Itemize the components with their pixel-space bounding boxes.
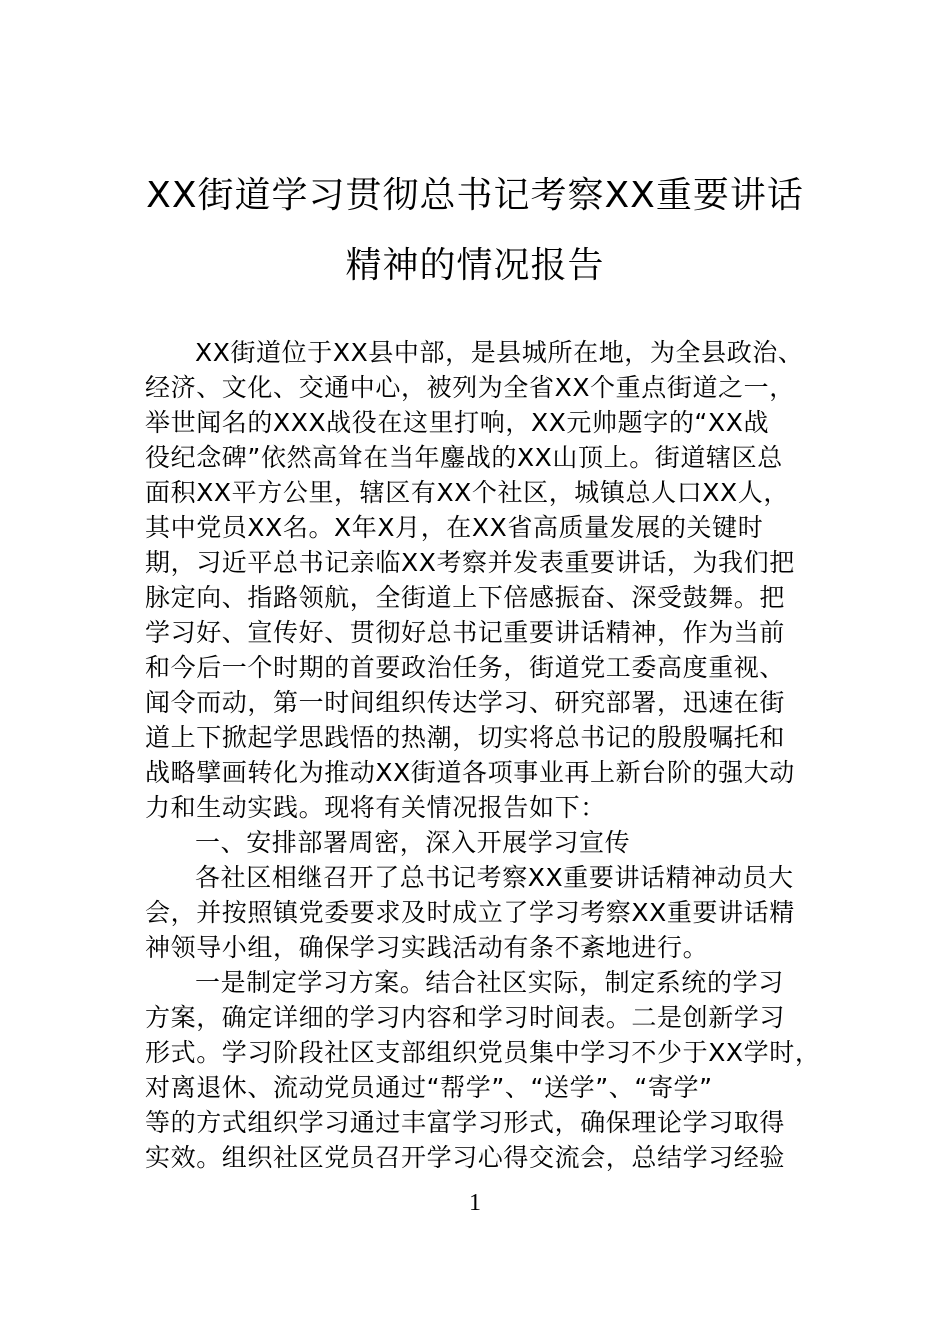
body-line: 举世闻名的XXX战役在这里打响，XX元帅题字的“XX战 bbox=[145, 408, 770, 437]
body-line: 和今后一个时期的首要政治任务，街道党工委高度重视、 bbox=[145, 653, 786, 682]
body-line: 形式。学习阶段社区支部组织党员集中学习不少于XX学时， bbox=[145, 1038, 821, 1067]
body-line: 方案，确定详细的学习内容和学习时间表。二是创新学习 bbox=[145, 1003, 786, 1032]
body-line: 神领导小组，确保学习实践活动有条不紊地进行。 bbox=[145, 933, 709, 962]
body-line: 道上下掀起学思践悟的热潮，切实将总书记的殷殷嘱托和 bbox=[145, 723, 786, 752]
document-title-line-2: 精神的情况报告 bbox=[345, 245, 605, 286]
body-line: 其中党员XX名。X年X月，在XX省高质量发展的关键时 bbox=[145, 513, 764, 542]
document-body bbox=[145, 335, 835, 1175]
body-line: 期，习近平总书记亲临XX考察并发表重要讲话，为我们把 bbox=[145, 548, 795, 577]
section-heading: 一、安排部署周密，深入开展学习宣传 bbox=[195, 828, 631, 857]
body-line: 战略擘画转化为推动XX街道各项事业再上新台阶的强大动 bbox=[145, 758, 795, 787]
body-line: 闻令而动，第一时间组织传达学习、研究部署，迅速在街 bbox=[145, 688, 786, 717]
body-line: 学习好、宣传好、贯彻好总书记重要讲话精神，作为当前 bbox=[145, 618, 786, 647]
body-line: 等的方式组织学习通过丰富学习形式，确保理论学习取得 bbox=[145, 1108, 786, 1137]
body-line: 一是制定学习方案。结合社区实际，制定系统的学习 bbox=[195, 968, 784, 997]
page-number: 1 bbox=[469, 1190, 481, 1216]
body-line: 对离退休、流动党员通过“帮学”、“送学”、“寄学” bbox=[145, 1073, 713, 1102]
body-line: 各社区相继召开了总书记考察XX重要讲话精神动员大 bbox=[195, 863, 794, 892]
body-line: 经济、文化、交通中心，被列为全省XX个重点街道之一， bbox=[145, 373, 795, 402]
body-line: 会，并按照镇党委要求及时成立了学习考察XX重要讲话精 bbox=[145, 898, 795, 927]
body-line: 脉定向、指路领航，全街道上下倍感振奋、深受鼓舞。把 bbox=[145, 583, 786, 612]
body-line: 力和生动实践。现将有关情况报告如下： bbox=[145, 793, 606, 822]
body-line: 实效。组织社区党员召开学习心得交流会，总结学习经验 bbox=[145, 1143, 786, 1172]
body-line: 面积XX平方公里，辖区有XX个社区，城镇总人口XX人， bbox=[145, 478, 789, 507]
body-line: 役纪念碑”依然高耸在当年鏖战的XX山顶上。街道辖区总 bbox=[145, 443, 783, 472]
document-title-line-1: XX街道学习贯彻总书记考察XX重要讲话 bbox=[146, 175, 804, 216]
body-line: XX街道位于XX县中部，是县城所在地，为全县政治、 bbox=[195, 338, 804, 367]
